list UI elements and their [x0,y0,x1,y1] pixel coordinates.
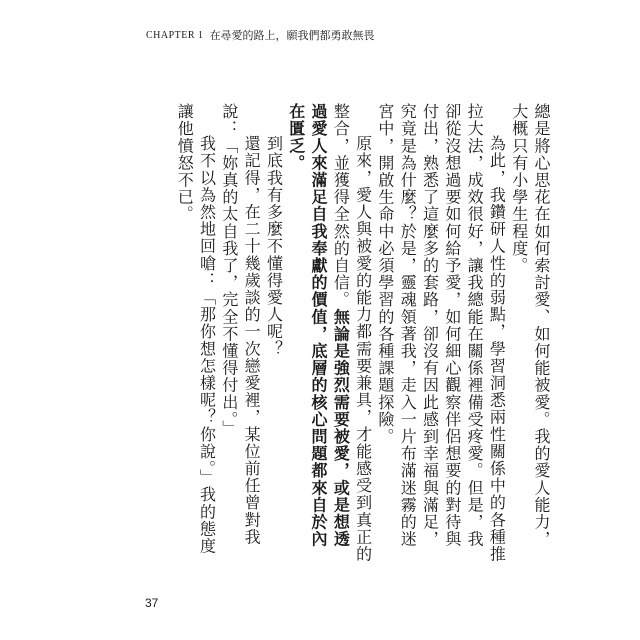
chapter-title: 在尋愛的路上，願我們都勇敢無畏 [209,29,375,42]
paragraph-5: 還記得，在二十幾歲談的一次戀愛裡，某位前任曾對我說：「妳真的太自我了，完全不懂得付出。」 [219,103,262,546]
body-text [173,103,552,563]
paragraph-3 [284,103,373,563]
chapter-label: CHAPTER 1 [146,30,204,41]
running-header [146,28,375,44]
paragraph-2: 為此，我鑽研人性的弱點，學習洞悉兩性關係中的各種推拉大法，成效很好，讓我總能在關係裡備受疼愛。但是，我卻從沒想過要如何給予愛，如何細心觀察伴侶想要的對待與付出，熟悉了這麼多的套路，卻沒有因此感到幸福與滿足，究竟是為什麼？於是，靈魂領著我，走入一片布滿迷霧的迷宮中，開啟生命中必須學習的各種課題探險。 [375,103,507,563]
page-number: 37 [145,596,159,610]
paragraph-4: 到底我有多麼不懂得愛人呢？ [264,135,284,358]
paragraph-3-text: 原來，愛人與被愛的能力都需要兼具，才能感受到真正的整合，並獲得全然的自信。 [331,103,373,563]
paragraph-6: 我不以為然地回嗆：「那你想怎樣呢？你說。」我的態度讓他憤怒不已。 [175,103,217,555]
paragraph-3-bold-text: 無論是強烈需要被愛，或是想透過愛人來滿足自我奉獻的價值，底層的核心問題都來自於內在匱乏。 [286,103,351,548]
paragraph-1: 總是將心思花在如何索討愛、如何能被愛。我的愛人能力，大概只有小學生程度。 [509,103,551,548]
